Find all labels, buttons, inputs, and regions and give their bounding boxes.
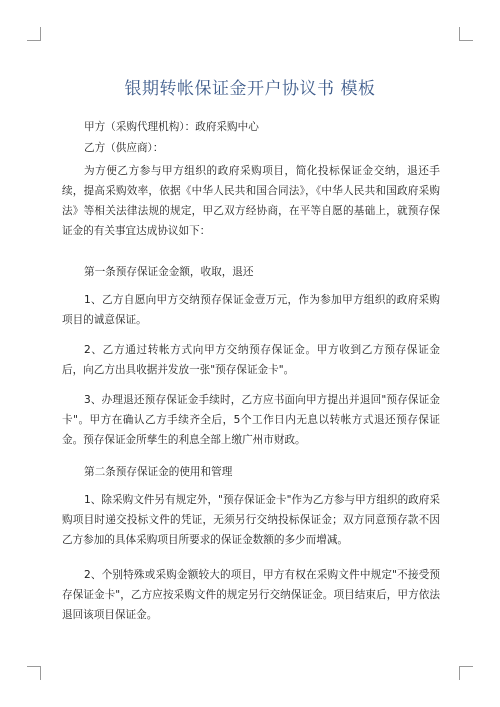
article-1-item-3: 3、办理退还预存保证金手续时，乙方应书面向甲方提出并退回"预存保证金卡"。甲方在确认乙方手续齐全后，5个工作日内无息以转帐方式退还预存保证金。预存保证金所孳生的利息全部上缴广州市财政。 [62, 394, 440, 446]
article-2-item-2: 2、个别特殊或采购金额较大的项目，甲方有权在采购文件中规定"不接受预存保证金卡"，乙方应按采购文件的规定另行交纳保证金。项目结束后，甲方依法退回该项目保证金。 [62, 569, 440, 621]
crop-mark-top-right [459, 27, 473, 41]
article-1-item-1: 1、乙方自愿向甲方交纳预存保证金壹万元，作为参加甲方组织的政府采购项目的诚意保证。 [62, 294, 440, 326]
party-a-line: 甲方（采购代理机构）：政府采购中心 [84, 121, 259, 133]
preamble-paragraph: 为方便乙方参与甲方组织的政府采购项目，简化投标保证金交纳，退还手续，提高采购效率，依据《中华人民共和国合同法》，《中华人民共和国政府采购法》等相关法律法规的规定，甲乙双方经协商，在平等自愿的基础上，就预存保证金的有关事宜达成协议如下： [62, 165, 440, 237]
article-1-heading: 第一条预存保证金金额，收取，退还 [84, 266, 254, 278]
article-2-item-1: 1、除采购文件另有规定外，"预存保证金卡"作为乙方参与甲方组织的政府采购项目时递交投标文件的凭证，无须另行交纳投标保证金；双方同意预存款不因乙方参加的具体采购项目所要求的保证金数额的多少而增减。 [62, 494, 440, 546]
crop-mark-bottom-right [459, 666, 473, 680]
document-title: 银期转帐保证金开户协议书 模板 [124, 79, 376, 100]
article-2-heading: 第二条预存保证金的使用和管理 [84, 466, 233, 478]
crop-mark-bottom-left [27, 666, 41, 680]
party-b-line: 乙方（供应商）： [84, 142, 164, 154]
crop-mark-top-left [27, 27, 41, 41]
article-1-item-2: 2、乙方通过转帐方式向甲方交纳预存保证金。甲方收到乙方预存保证金后，向乙方出具收据并发放一张"预存保证金卡"。 [62, 344, 440, 376]
